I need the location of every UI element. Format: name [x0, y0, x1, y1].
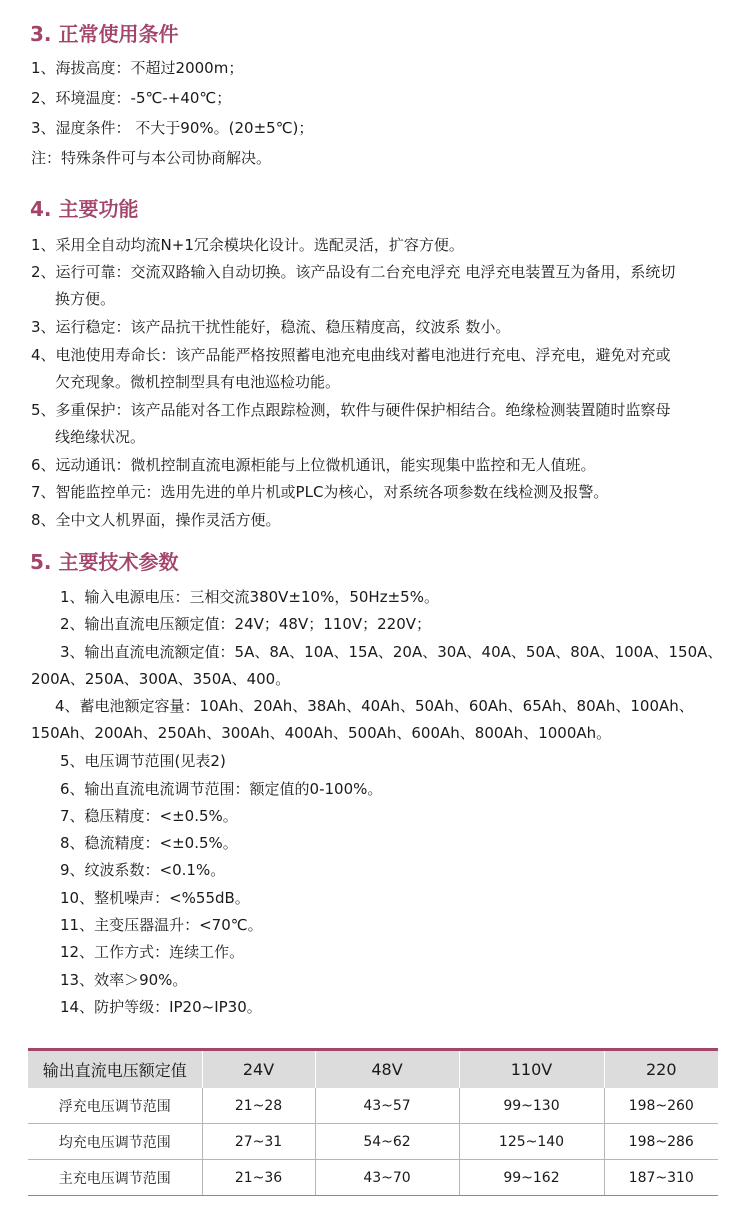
param-12: 12、工作方式：连续工作。 [60, 943, 245, 961]
table-cell: 125~140 [459, 1124, 604, 1160]
table-cell: 21~28 [202, 1088, 315, 1124]
param-14: 14、防护等级：IP20~IP30。 [60, 998, 262, 1016]
function-item-8: 8、全中文人机界面，操作灵活方便。 [31, 511, 281, 529]
param-10: 10、整机噪声：<%55dB。 [60, 889, 250, 907]
table-header-row [28, 1051, 718, 1088]
table-row [28, 1088, 718, 1124]
voltage-range-table [28, 1048, 718, 1196]
header-220: 220 [604, 1051, 718, 1088]
function-item-2: 2、运行可靠：交流双路输入自动切换。该产品设有二台充电浮充 电浮充电装置互为备用，系统切 [31, 263, 676, 281]
param-5: 5、电压调节范围(见表2) [60, 752, 226, 770]
row-label: 浮充电压调节范围 [28, 1088, 202, 1124]
row-label: 均充电压调节范围 [28, 1124, 202, 1160]
param-1: 1、输入电源电压：三相交流380V±10%，50Hz±5%。 [60, 588, 439, 606]
table-cell: 99~162 [459, 1160, 604, 1196]
header-rated-voltage: 输出直流电压额定值 [28, 1051, 202, 1088]
table-cell: 198~260 [604, 1088, 718, 1124]
table-cell: 187~310 [604, 1160, 718, 1196]
function-item-4: 4、电池使用寿命长：该产品能严格按照蓄电池充电曲线对蓄电池进行充电、浮充电，避免对充或 [31, 346, 671, 364]
param-9: 9、纹波系数：<0.1%。 [60, 861, 226, 879]
function-item-7: 7、智能监控单元：选用先进的单片机或PLC为核心，对系统各项参数在线检测及报警。 [31, 483, 609, 501]
voltage-table [28, 1051, 718, 1196]
table-cell: 99~130 [459, 1088, 604, 1124]
param-13: 13、效率＞90%。 [60, 971, 188, 989]
header-110v: 110V [459, 1051, 604, 1088]
function-item-1: 1、采用全自动均流N+1冗余模块化设计。选配灵活，扩容方便。 [31, 236, 464, 254]
param-3: 3、输出直流电流额定值：5A、8A、10A、15A、20A、30A、40A、50A、80A、100A、150A、 [60, 643, 723, 661]
header-24v: 24V [202, 1051, 315, 1088]
function-item-6: 6、远动通讯：微机控制直流电源柜能与上位微机通讯，能实现集中监控和无人值班。 [31, 456, 596, 474]
condition-altitude: 1、海拔高度：不超过2000m； [31, 59, 244, 77]
condition-temperature: 2、环境温度：-5℃-+40℃； [31, 89, 232, 107]
table-cell: 198~286 [604, 1124, 718, 1160]
section-3-heading: 3. 正常使用条件 [30, 22, 179, 46]
function-item-5-cont: 线绝缘状况。 [55, 428, 146, 446]
table-cell: 27~31 [202, 1124, 315, 1160]
function-item-2-cont: 换方便。 [55, 290, 116, 308]
section-5-heading: 5. 主要技术参数 [30, 550, 179, 574]
param-2: 2、输出直流电压额定值：24V；48V；110V；220V； [60, 615, 432, 633]
header-48v: 48V [315, 1051, 459, 1088]
param-3-cont: 200A、250A、300A、350A、400。 [31, 670, 291, 688]
function-item-3: 3、运行稳定：该产品抗干扰性能好，稳流、稳压精度高，纹波系 数小。 [31, 318, 511, 336]
section-4-heading: 4. 主要功能 [30, 197, 139, 221]
param-6: 6、输出直流电流调节范围：额定值的0-100%。 [60, 780, 383, 798]
table-cell: 54~62 [315, 1124, 459, 1160]
param-7: 7、稳压精度：<±0.5%。 [60, 807, 238, 825]
condition-humidity: 3、湿度条件： 不大于90%。(20±5℃)； [31, 119, 314, 137]
table-cell: 43~57 [315, 1088, 459, 1124]
param-4-cont: 150Ah、200Ah、250Ah、300Ah、400Ah、500Ah、600Ah、800Ah、1000Ah。 [31, 724, 612, 742]
condition-note: 注：特殊条件可与本公司协商解决。 [31, 149, 272, 167]
table-cell: 43~70 [315, 1160, 459, 1196]
function-item-4-cont: 欠充现象。微机控制型具有电池巡检功能。 [55, 373, 341, 391]
param-8: 8、稳流精度：<±0.5%。 [60, 834, 238, 852]
function-item-5: 5、多重保护：该产品能对各工作点跟踪检测，软件与硬件保护相结合。绝缘检测装置随时监察母 [31, 401, 671, 419]
row-label: 主充电压调节范围 [28, 1160, 202, 1196]
param-4: 4、蓄电池额定容量：10Ah、20Ah、38Ah、40Ah、50Ah、60Ah、65Ah、80Ah、100Ah、 [55, 697, 694, 715]
table-row [28, 1160, 718, 1196]
table-cell: 21~36 [202, 1160, 315, 1196]
param-11: 11、主变压器温升：<70℃。 [60, 916, 263, 934]
table-row [28, 1124, 718, 1160]
